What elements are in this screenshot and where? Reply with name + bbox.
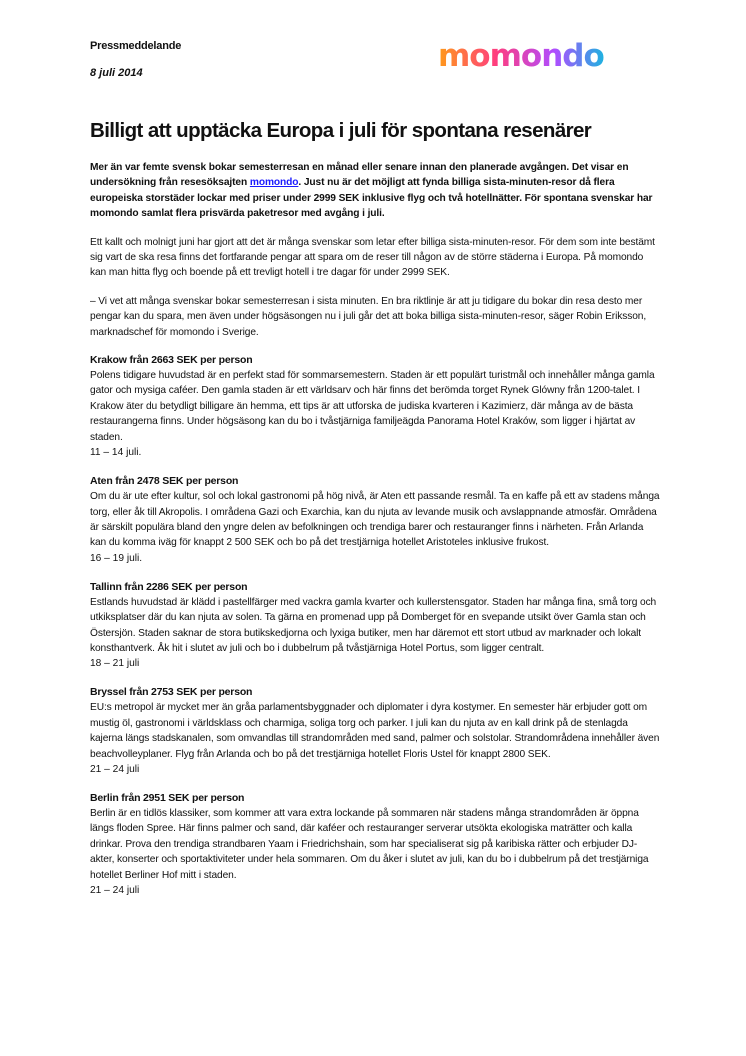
section-dates: 21 – 24 juli: [90, 885, 140, 896]
section-heading: Krakow från 2663 SEK per person: [90, 354, 253, 367]
section-heading: Berlin från 2951 SEK per person: [90, 791, 245, 804]
section-body: Berlin är en tidlös klassiker, som kommer att vara extra lockande på sommaren när stadens många strandområden är öppna längs floden Spree. Här finns palmer och sand, där kaféer och restauranger serverar utsökta ekologiska maträtter och kalla drinkar. Prova den trendiga strandbaren Yaam i Friedrichshain, som har specialiserat sig på karibiska rätter och erbjuder DJ-akter, konserter och sportaktiviteter under hela sommaren. Om du åker i slutet av juli, kan du bo i dubbelrum på det trestjärniga hotellet Berliner Hof mitt i staden.: [90, 807, 649, 881]
svg-text:momondo: momondo: [438, 38, 604, 74]
section-heading: Aten från 2478 SEK per person: [90, 475, 239, 488]
section-body: Om du är ute efter kultur, sol och lokal gastronomi på hög nivå, är Aten ett passande resmål. Ta en kaffe på ett av stadens många torg, eller åk till Akropolis. I områdena Gazi och Exarchia, kan du njuta av levande musik och avslappnande atmosfär. Områdena är särskilt populära bland den yngre delen av befolkningen och trendiga barer och restauranger finns i närheten. Från Arlanda kan du komma iväg för knappt 2 500 SEK och bo på det trestjärniga hotellet Aristoteles inklusive frukost.: [90, 491, 660, 549]
destination-section-berlin: [90, 791, 660, 898]
section-body: Polens tidigare huvudstad är en perfekt stad för sommarsemestern. Staden är ett populärt turistmål och innehåller många gamla gator och mysiga caféer. Den gamla staden är ett världsarv och här finns det berömda torget Rynek Glówny från 1200-talet. I Krakow äter du betydligt billigare än hemma, ett tips är att utforska de judiska kvarteren i Kazimierz, där många av de bästa restaurangerna finns. Under högsäsong kan du bo i tvåstjärniga familjeägda Panorama Hotel Kraków, som ligger i hjärtat av staden.: [90, 370, 655, 443]
intro-text-start: Mer än var femte svensk bokar semesterresan en månad eller senare innan den planerade avgången. Det visar en undersökning från resesöksajten: [90, 162, 629, 189]
section-body: EU:s metropol är mycket mer än gråa parlamentsbyggnader och diplomater i dyra kostymer. En semester här erbjuder gott om mustig öl, gastronomi i världsklass och charmiga, soliga torg och parker. I juli kan du njuta av en kall drink på de stenlagda kajerna längs stadskanalen, som omvandlas till strandområden med sand, palmer och solstolar. Strandområdena innehåller även beachvolleyplaner. Flyg från Arlanda och bo på det trestjärniga hotellet Floris Ustel för knappt 2800 SEK.: [90, 702, 660, 760]
document-header: [90, 40, 181, 79]
article-title: Billigt att upptäcka Europa i juli för spontana resenärer: [90, 119, 592, 142]
section-dates: 11 – 14 juli.: [90, 447, 142, 459]
destination-section-tallinn: [90, 580, 660, 672]
quote-paragraph: – Vi vet att många svenskar bokar semesterresan i sista minuten. En bra riktlinje är att ju tidigare du bokar din resa desto mer pengar kan du spara, men även under högsäsongen nu i juli går det att boka billiga sista-minuten-resor, säger Robin Eriksson, marknadschef för momondo i Sverige.: [90, 295, 647, 338]
intro-text-end: . Just nu är det möjligt att fynda billiga sista-minuten-resor då flera europeiska storstäder lockar med priser under 2999 SEK inklusive flyg och två hotellnätter. För spontana svenskar har momondo samlat flera prisvärda paketresor med avgång i juli.: [90, 177, 653, 220]
body-paragraph: Ett kallt och molnigt juni har gjort att det är många svenskar som letar efter billiga sista-minuten-resor. För dem som inte bestämt sig vart de ska resa finns det fortfarande pengar att spara om de reser till någon av de större städerna i Europa. På momondo kan man hitta flyg och boende på ett trevligt hotell i tre dagar för under 2999 SEK.: [90, 236, 655, 279]
section-dates: 21 – 24 juli: [90, 763, 140, 775]
section-dates: 18 – 21 juli: [90, 658, 140, 670]
section-body: Estlands huvudstad är klädd i pastellfärger med vackra gamla kvarter och kullerstensgator. Staden har många fina, små torg och utkiksplatser där du kan njuta av solen. Ta gärna en promenad upp på Domberget för en svepande utsikt över Gamla stan och Östersjön. Staden saknar de stora butikskedjorna och lyxiga butiker, men har däremot ett stort utbud av marknader och lokalt konsthantverk. Åk hit i slutet av juli och bo i dubbelrum på tvåstjärniga Hotel Portus, som ligger centralt.: [90, 596, 657, 654]
section-heading: Bryssel från 2753 SEK per person: [90, 686, 253, 699]
destination-section-aten: [90, 474, 660, 566]
intro-paragraph: [90, 160, 660, 222]
destination-section-krakow: [90, 353, 660, 460]
destination-section-bryssel: [90, 685, 660, 777]
momondo-link[interactable]: momondo: [249, 177, 299, 189]
section-dates: 16 – 19 juli.: [90, 552, 143, 564]
press-release-label: Pressmeddelande: [90, 40, 182, 52]
momondo-logo: [436, 34, 616, 78]
article: [90, 118, 660, 912]
release-date: 8 juli 2014: [90, 67, 143, 79]
section-heading: Tallinn från 2286 SEK per person: [90, 580, 248, 593]
